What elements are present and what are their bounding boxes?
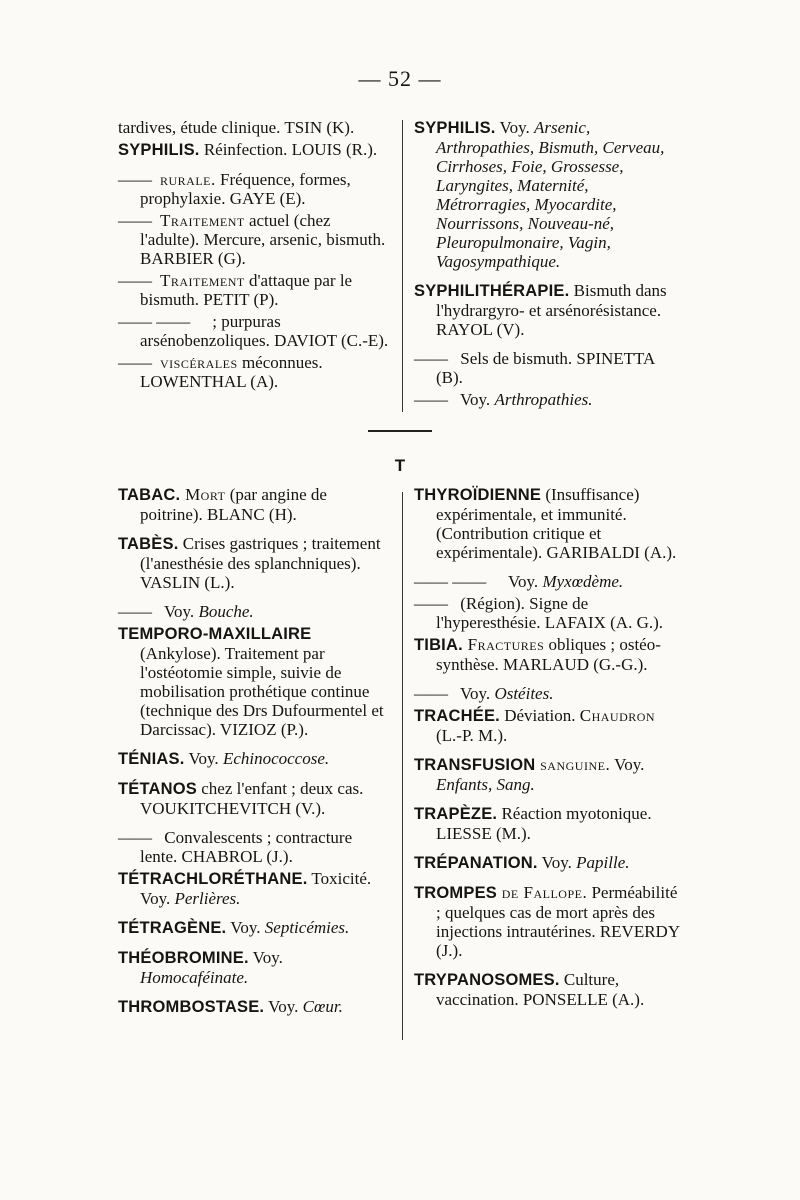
index-entry [118,749,390,769]
entry-reference: Papille. [576,853,630,872]
entry-text: (Insuffisance) expérimentale, et immunité. (Contribution critique et expérimentale). GARIBALDI (A.). [436,485,677,562]
ditto-dash: —— [118,828,152,847]
entry-smallcaps: Traitement [160,271,245,290]
entry-headword: TRANSFUSION [414,756,536,774]
entry-reference: Arsenic, Arthropathies, Bismuth, Cerveau, Cirrhoses, Foie, Grossesse, Laryngites, Maternité, Métrorragies, Myocardite, Nourrissons, Nouveau-né, Pleuropulmonaire, Vagin, Vagosympathique. [436,118,665,271]
entry-spacer [118,527,390,534]
entry-headword: TÉNIAS. [118,750,185,768]
column-divider-bottom [402,492,403,1040]
entry-smallcaps: sanguine. [535,755,611,774]
index-subentry [118,312,390,350]
ditto-dash: —— [118,353,152,372]
entry-text: (Ankylose). Traitement par l'ostéotomie simple, suivie de mobilisation prothétique continue (technique des Drs Dufourmentel et Darcissac). VIZIOZ (P.). [140,644,384,739]
index-entry [118,997,390,1017]
entry-reference: Enfants, Sang. [436,775,535,794]
entry-smallcaps: rurale. [160,170,216,189]
entry-text: chez l'enfant ; deux cas. VOUKITCHEVITCH (V.). [140,779,364,818]
entry-text: Toxicité. Voy. [140,869,372,908]
entry-smallcaps: Traitement [160,211,245,230]
entry-text: Réaction myotonique. LIESSE (M.). [436,804,652,843]
right-column-bottom [414,485,684,1012]
ditto-dash: —— —— [414,572,487,591]
entry-text: Culture, vaccination. PONSELLE (A.). [436,970,645,1009]
entry-headword: TRÉPANATION. [414,854,538,872]
entry-spacer [414,846,684,853]
column-divider-top [402,120,403,412]
ditto-dash: —— [414,390,448,409]
entry-headword: TEMPORO-MAXILLAIRE [118,625,312,643]
entry-text: (par angine de poitrine). BLANC (H). [140,485,327,524]
page-number: — 52 — [358,66,442,91]
index-entry [118,485,390,524]
entry-spacer [118,990,390,997]
entry-headword: TRAPÈZE. [414,805,498,823]
index-subentry [118,211,390,268]
entry-smallcaps: de Fallope. [497,883,588,902]
entry-text: d'attaque par le bismuth. PETIT (P). [140,271,353,309]
entry-text: Voy. [504,572,543,591]
entry-reference: Arthropathies. [494,390,593,409]
entry-text: obliques ; ostéo-synthèse. MARLAUD (G.-G.). [436,635,661,674]
index-entry [118,140,390,160]
entry-text: Crises gastriques ; traitement (l'anesthésie des splanchniques). VASLIN (L.). [140,534,381,592]
entry-text: Réinfection. LOUIS (R.). [199,140,378,159]
entry-headword: TABÈS. [118,535,179,553]
index-entry [118,869,390,908]
entry-text: ; purpuras arsénobenzoliques. DAVIOT (C.-E). [140,312,389,350]
entry-spacer [414,342,684,349]
entry-text: Voy. [160,602,199,621]
index-subentry [118,602,390,621]
entry-headword: SYPHILIS. [414,119,496,137]
index-entry [118,948,390,987]
entry-text: Voy. [610,755,645,774]
entry-text: Voy. [248,948,283,967]
entry-reference: Perlières. [174,889,241,908]
entry-reference: Cœur. [302,997,343,1016]
entry-smallcaps: Mort [180,485,226,504]
index-entry [414,706,684,745]
index-entry [414,970,684,1009]
index-entry [118,918,390,938]
entry-headword: TRACHÉE. [414,707,500,725]
index-subentry [118,828,390,866]
entry-text: Bismuth dans l'hydrargyro- et arsénorésistance. RAYOL (V). [436,281,667,339]
index-entry [414,804,684,843]
index-entry [414,635,684,674]
left-column-top [118,118,390,394]
entry-spacer [118,772,390,779]
entry-spacer [414,797,684,804]
entry-spacer [414,274,684,281]
ditto-dash: —— [118,170,152,189]
index-entry [414,485,684,562]
index-subentry [118,170,390,208]
entry-text: méconnues. LOWENTHAL (A). [140,353,323,391]
entry-text: (L.-P. M.). [436,726,508,745]
entry-spacer [118,742,390,749]
ditto-dash: —— [118,211,152,230]
entry-text: Voy. [456,684,495,703]
entry-spacer [118,941,390,948]
entry-text: Voy. [184,749,223,768]
entry-text: tardives, étude clinique. TSIN (K). [118,118,355,137]
index-subentry [118,353,390,391]
entry-reference: Homocaféinate. [140,968,249,987]
entry-text: Convalescents ; contracture lente. CHABROL (J.). [140,828,353,866]
index-entry [414,118,684,271]
entry-headword: TÉTANOS [118,780,198,798]
index-subentry [414,684,684,703]
entry-spacer [118,911,390,918]
entry-headword: TÉTRAGÈNE. [118,919,227,937]
entry-text: Déviation. [499,706,580,725]
section-rule [368,430,432,432]
entry-text: Voy. [456,390,495,409]
entry-spacer [414,677,684,684]
entry-headword: SYPHILITHÉRAPIE. [414,282,570,300]
entry-headword: TROMPES [414,884,497,902]
entry-headword: TIBIA. [414,636,463,654]
entry-headword: TABAC. [118,486,181,504]
entry-reference: Echinococcose. [222,749,330,768]
index-subentry [414,390,684,409]
entry-text: Fréquence, formes, prophylaxie. GAYE (E). [140,170,351,208]
entry-text: actuel (chez l'adulte). Mercure, arsenic, bismuth. BARBIER (G). [140,211,386,268]
entry-text: Voy. [537,853,577,872]
index-subentry [414,594,684,632]
index-continuation [118,118,390,137]
entry-text: Sels de bismuth. SPINETTA (B). [436,349,655,387]
ditto-dash: —— [414,349,448,368]
entry-text: Voy. [495,118,535,137]
entry-reference: Septicémies. [264,918,350,937]
index-subentry [118,271,390,309]
entry-headword: TRYPANOSOMES. [414,971,560,989]
index-entry [118,624,390,739]
index-subentry [414,349,684,387]
index-entry [414,883,684,960]
entry-headword: THYROÏDIENNE [414,486,542,504]
index-entry [118,779,390,818]
section-letter: T [394,456,406,475]
left-column-bottom [118,485,390,1020]
entry-text: Voy. [264,997,303,1016]
entry-spacer [118,595,390,602]
entry-text: (Région). Signe de l'hyperesthésie. LAFAIX (A. G.). [436,594,664,632]
entry-smallcaps: Chaudron [579,706,656,725]
entry-spacer [414,876,684,883]
entry-text: Perméabilité ; quelques cas de mort après des injections intrautérines. REVERDY (J.). [436,883,680,960]
entry-spacer [414,748,684,755]
index-subentry [414,572,684,591]
ditto-dash: —— [414,594,448,613]
entry-text: Voy. [226,918,265,937]
entry-reference: Ostéites. [494,684,554,703]
entry-spacer [118,163,390,170]
ditto-dash: —— [414,684,448,703]
entry-headword: THÉOBROMINE. [118,949,249,967]
entry-smallcaps: viscérales [160,353,238,372]
entry-spacer [118,821,390,828]
index-entry [414,281,684,339]
ditto-dash: —— —— [118,312,191,331]
entry-reference: Bouche. [198,602,254,621]
right-column-top [414,118,684,412]
index-entry [118,534,390,592]
ditto-dash: —— [118,271,152,290]
entry-reference: Myxœdème. [542,572,624,591]
entry-headword: TÉTRACHLORÉTHANE. [118,870,308,888]
entry-spacer [414,565,684,572]
index-entry [414,853,684,873]
entry-headword: SYPHILIS. [118,141,200,159]
index-entry [414,755,684,794]
entry-headword: THROMBOSTASE. [118,998,265,1016]
entry-smallcaps: Fractures [462,635,545,654]
entry-spacer [414,963,684,970]
ditto-dash: —— [118,602,152,621]
